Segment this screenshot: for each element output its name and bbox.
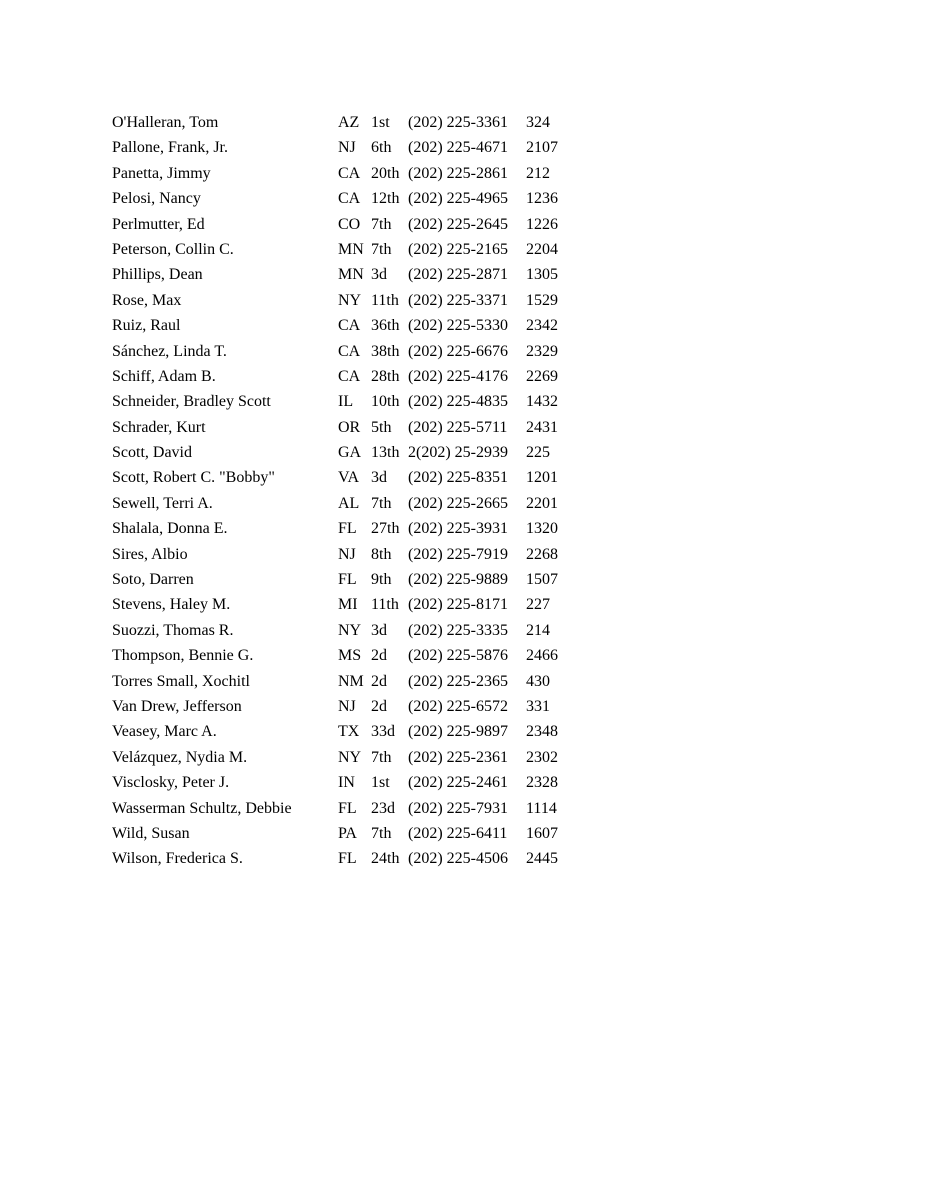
roster-row (112, 110, 592, 135)
member-state: IN (338, 774, 355, 792)
member-room: 1607 (526, 824, 558, 842)
member-phone: (202) 225-5330 (408, 317, 508, 335)
member-phone: (202) 225-4835 (408, 393, 508, 411)
member-state: MN (338, 240, 364, 258)
member-district: 7th (371, 824, 392, 842)
roster-row (112, 288, 592, 313)
member-district: 11th (371, 596, 399, 614)
member-phone: (202) 225-4176 (408, 367, 508, 385)
member-phone: (202) 225-5876 (408, 647, 508, 665)
member-phone: 2(202) 25-2939 (408, 444, 508, 462)
roster-row (112, 161, 592, 186)
member-room: 1305 (526, 266, 558, 284)
member-phone: (202) 225-4965 (408, 190, 508, 208)
member-district: 1st (371, 114, 390, 131)
member-phone: (202) 225-2361 (408, 748, 508, 766)
member-district: 2d (371, 672, 387, 690)
roster-row (112, 440, 592, 465)
member-district: 7th (371, 240, 392, 258)
member-name: Shalala, Donna E. (112, 520, 228, 538)
member-district: 38th (371, 342, 400, 360)
roster-row (112, 465, 592, 490)
member-name: Peterson, Collin C. (112, 240, 234, 258)
member-room: 1226 (526, 215, 558, 233)
member-room: 324 (526, 114, 550, 131)
roster-row (112, 491, 592, 516)
roster-row (112, 135, 592, 160)
roster-row (112, 821, 592, 846)
member-room: 1507 (526, 571, 558, 589)
member-name: Wild, Susan (112, 824, 190, 842)
roster-row (112, 694, 592, 719)
member-state: FL (338, 520, 357, 538)
member-name: Scott, Robert C. "Bobby" (112, 469, 275, 487)
member-name: Wilson, Frederica S. (112, 850, 243, 868)
member-phone: (202) 225-6572 (408, 697, 508, 715)
member-name: Velázquez, Nydia M. (112, 748, 248, 766)
member-state: FL (338, 799, 357, 817)
member-phone: (202) 225-2365 (408, 672, 508, 690)
member-district: 3d (371, 621, 387, 639)
member-district: 7th (371, 748, 392, 766)
roster-row (112, 212, 592, 237)
member-district: 28th (371, 367, 400, 385)
member-state: GA (338, 444, 362, 462)
member-name: O'Halleran, Tom (112, 114, 219, 131)
member-room: 430 (526, 672, 550, 690)
roster-row (112, 567, 592, 592)
member-state: NY (338, 748, 362, 766)
member-phone: (202) 225-3361 (408, 114, 508, 131)
member-district: 6th (371, 139, 392, 157)
member-name: Rose, Max (112, 291, 182, 309)
member-district: 24th (371, 850, 400, 868)
roster-row (112, 364, 592, 389)
member-state: OR (338, 418, 361, 436)
member-state: VA (338, 469, 360, 487)
member-name: Scott, David (112, 444, 192, 462)
member-room: 2269 (526, 367, 558, 385)
member-district: 12th (371, 190, 400, 208)
member-name: Sewell, Terri A. (112, 494, 213, 512)
member-phone: (202) 225-9897 (408, 723, 508, 741)
member-state: CA (338, 367, 361, 385)
member-name: Torres Small, Xochitl (112, 672, 250, 690)
member-state: CA (338, 190, 361, 208)
member-roster (112, 110, 592, 872)
member-phone: (202) 225-2165 (408, 240, 508, 258)
member-name: Phillips, Dean (112, 266, 203, 284)
member-district: 11th (371, 291, 399, 309)
member-state: AL (338, 494, 360, 512)
member-room: 1201 (526, 469, 558, 487)
member-phone: (202) 225-6676 (408, 342, 508, 360)
member-phone: (202) 225-7919 (408, 545, 508, 563)
member-district: 1st (371, 774, 390, 792)
member-phone: (202) 225-4506 (408, 850, 508, 868)
member-room: 1236 (526, 190, 558, 208)
roster-row (112, 618, 592, 643)
member-room: 2268 (526, 545, 558, 563)
roster-row (112, 643, 592, 668)
member-room: 2201 (526, 494, 558, 512)
roster-row (112, 846, 592, 871)
member-district: 5th (371, 418, 392, 436)
member-district: 13th (371, 444, 400, 462)
roster-row (112, 592, 592, 617)
roster-row (112, 415, 592, 440)
member-room: 331 (526, 697, 550, 715)
member-room: 2329 (526, 342, 558, 360)
member-phone: (202) 225-2645 (408, 215, 508, 233)
roster-row (112, 237, 592, 262)
member-state: FL (338, 571, 357, 589)
member-state: MI (338, 596, 358, 614)
member-district: 9th (371, 571, 392, 589)
member-phone: (202) 225-2861 (408, 164, 508, 182)
member-phone: (202) 225-4671 (408, 139, 508, 157)
member-district: 27th (371, 520, 400, 538)
member-name: Sires, Albio (112, 545, 188, 563)
roster-row (112, 339, 592, 364)
member-state: MN (338, 266, 364, 284)
member-name: Schneider, Bradley Scott (112, 393, 271, 411)
member-state: NY (338, 291, 362, 309)
member-room: 2107 (526, 139, 558, 157)
member-room: 2348 (526, 723, 558, 741)
member-name: Perlmutter, Ed (112, 215, 205, 233)
roster-row (112, 313, 592, 338)
member-state: PA (338, 824, 357, 842)
member-district: 33d (371, 723, 395, 741)
member-room: 2445 (526, 850, 558, 868)
member-room: 2328 (526, 774, 558, 792)
roster-row (112, 262, 592, 287)
member-room: 2204 (526, 240, 558, 258)
member-state: AZ (338, 114, 360, 131)
member-name: Visclosky, Peter J. (112, 774, 230, 792)
member-phone: (202) 225-2871 (408, 266, 508, 284)
member-name: Ruiz, Raul (112, 317, 181, 335)
member-room: 1529 (526, 291, 558, 309)
member-room: 2302 (526, 748, 558, 766)
member-phone: (202) 225-9889 (408, 571, 508, 589)
member-state: NJ (338, 139, 356, 157)
member-phone: (202) 225-2461 (408, 774, 508, 792)
member-room: 212 (526, 164, 550, 182)
member-name: Thompson, Bennie G. (112, 647, 254, 665)
member-name: Wasserman Schultz, Debbie (112, 799, 292, 817)
member-room: 225 (526, 444, 550, 462)
member-district: 7th (371, 215, 392, 233)
member-name: Schrader, Kurt (112, 418, 206, 436)
member-room: 227 (526, 596, 550, 614)
member-room: 2431 (526, 418, 558, 436)
roster-row (112, 389, 592, 414)
roster-row (112, 745, 592, 770)
member-state: NY (338, 621, 362, 639)
member-state: CO (338, 215, 361, 233)
member-state: TX (338, 723, 360, 741)
member-phone: (202) 225-3335 (408, 621, 508, 639)
member-district: 10th (371, 393, 400, 411)
member-state: CA (338, 164, 361, 182)
member-phone: (202) 225-8171 (408, 596, 508, 614)
member-room: 1320 (526, 520, 558, 538)
member-district: 2d (371, 647, 387, 665)
roster-row (112, 542, 592, 567)
member-state: IL (338, 393, 354, 411)
member-state: MS (338, 647, 362, 665)
member-phone: (202) 225-6411 (408, 824, 508, 842)
member-district: 2d (371, 697, 387, 715)
member-room: 214 (526, 621, 550, 639)
member-name: Panetta, Jimmy (112, 164, 211, 182)
member-name: Suozzi, Thomas R. (112, 621, 234, 639)
member-name: Van Drew, Jefferson (112, 697, 242, 715)
member-district: 23d (371, 799, 395, 817)
member-room: 1432 (526, 393, 558, 411)
member-state: NJ (338, 545, 356, 563)
member-room: 2342 (526, 317, 558, 335)
member-room: 1114 (526, 799, 557, 817)
member-name: Sánchez, Linda T. (112, 342, 227, 360)
member-phone: (202) 225-7931 (408, 799, 508, 817)
roster-row (112, 516, 592, 541)
member-name: Stevens, Haley M. (112, 596, 231, 614)
member-district: 3d (371, 469, 387, 487)
member-district: 36th (371, 317, 400, 335)
roster-row (112, 796, 592, 821)
member-district: 8th (371, 545, 392, 563)
member-phone: (202) 225-3931 (408, 520, 508, 538)
member-name: Veasey, Marc A. (112, 723, 217, 741)
member-state: NM (338, 672, 364, 690)
member-room: 2466 (526, 647, 558, 665)
roster-row (112, 719, 592, 744)
member-name: Pallone, Frank, Jr. (112, 139, 228, 157)
roster-row (112, 186, 592, 211)
member-district: 3d (371, 266, 387, 284)
roster-row (112, 770, 592, 795)
member-name: Soto, Darren (112, 571, 194, 589)
member-phone: (202) 225-5711 (408, 418, 508, 436)
member-name: Schiff, Adam B. (112, 367, 216, 385)
member-phone: (202) 225-8351 (408, 469, 508, 487)
member-state: CA (338, 342, 361, 360)
member-state: NJ (338, 697, 356, 715)
member-phone: (202) 225-3371 (408, 291, 508, 309)
member-state: CA (338, 317, 361, 335)
member-state: FL (338, 850, 357, 868)
member-name: Pelosi, Nancy (112, 190, 201, 208)
member-district: 20th (371, 164, 400, 182)
member-district: 7th (371, 494, 392, 512)
member-phone: (202) 225-2665 (408, 494, 508, 512)
roster-row (112, 669, 592, 694)
